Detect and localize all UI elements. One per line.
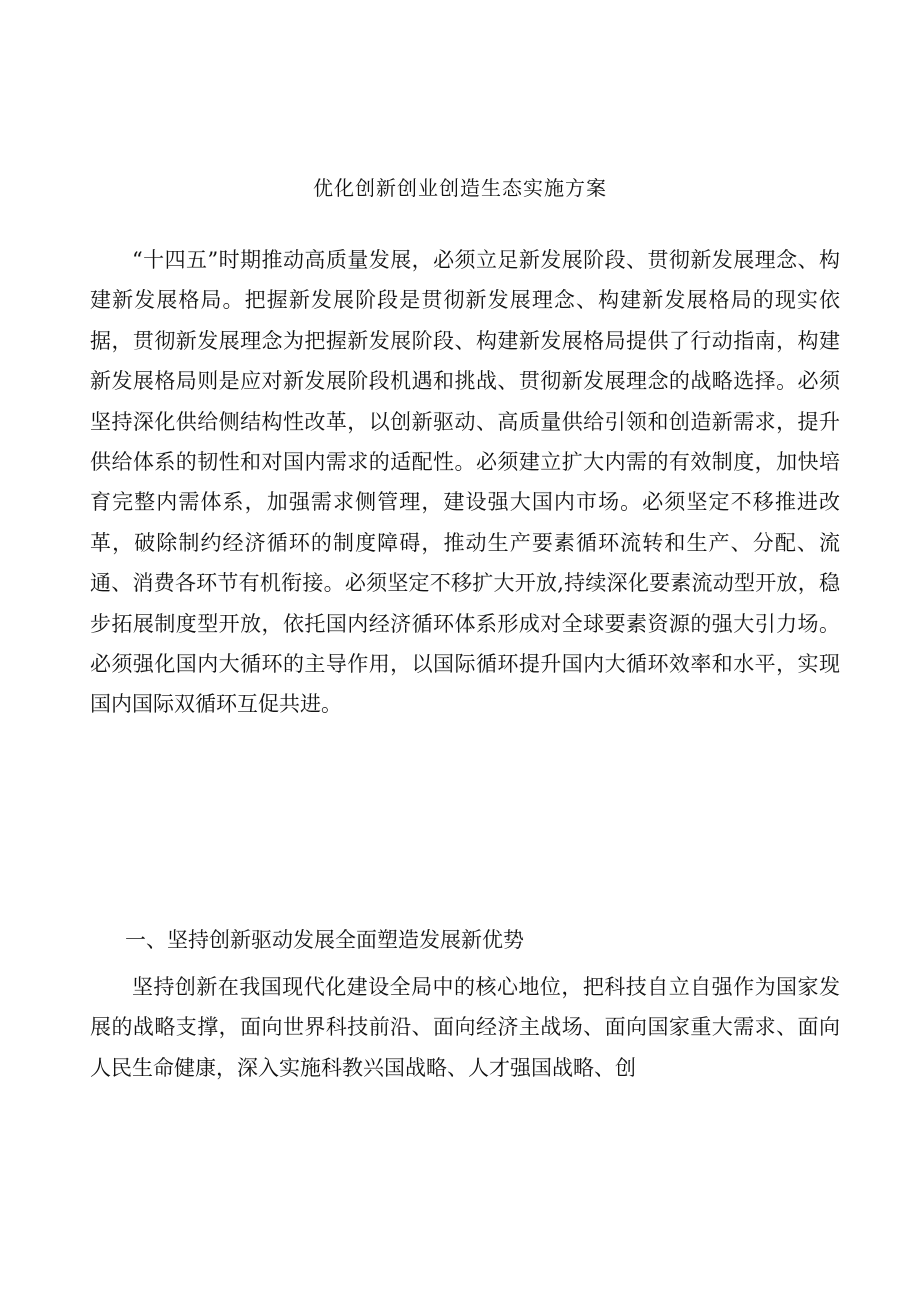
document-title: 优化创新创业创造生态实施方案 <box>313 176 607 200</box>
intro-paragraph: “十四五”时期推动高质量发展，必须立足新发展阶段、贯彻新发展理念、构建新发展格局。把握新发展阶段是贯彻新发展理念、构建新发展格局的现实依据，贯彻新发展理念为把握新发展阶段、构建新发展格局提供了行动指南，构建新发展格局则是应对新发展阶段机遇和挑战、贯彻新发展理念的战略选择。必须坚持深化供给侧结构性改革，以创新驱动、高质量供给引领和创造新需求，提升供给体系的韧性和对国内需求的适配性。必须建立扩大内需的有效制度，加快培育完整内需体系，加强需求侧管理，建设强大国内市场。必须坚定不移推进改革，破除制约经济循环的制度障碍，推动生产要素循环流转和生产、分配、流通、消费各环节有机衔接。必须坚定不移扩大开放,持续深化要素流动型开放，稳步拓展制度型开放，依托国内经济循环体系形成对全球要素资源的强大引力场。必须强化国内大循环的主导作用，以国际循环提升国内大循环效率和水平，实现国内国际双循环互促共进。 <box>90 248 840 717</box>
section-heading: 一、坚持创新驱动发展全面塑造发展新优势 <box>125 928 524 952</box>
section-paragraph: 坚持创新在我国现代化建设全局中的核心地位，把科技自立自强作为国家发展的战略支撑，面向世界科技前沿、面向经济主战场、面向国家重大需求、面向人民生命健康，深入实施科教兴国战略、人才强国战略、创 <box>90 975 840 1080</box>
